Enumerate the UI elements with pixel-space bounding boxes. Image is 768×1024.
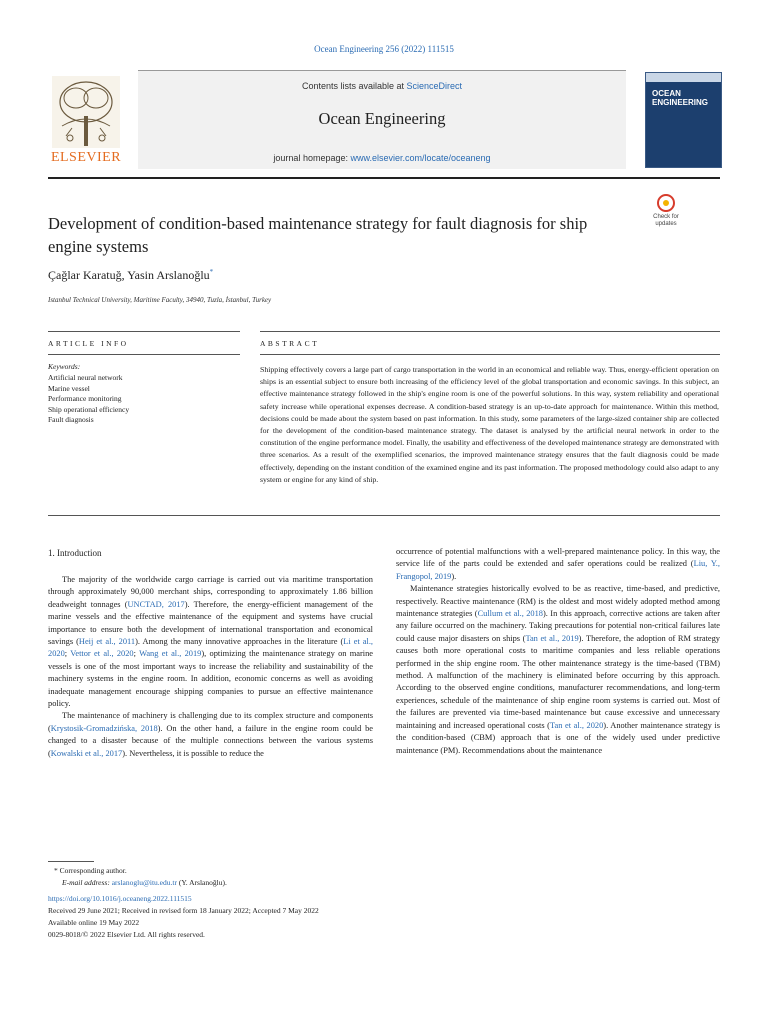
check-for-updates-icon (657, 194, 675, 212)
abstract-rule (260, 331, 720, 332)
copyright-line: 0029-8018/© 2022 Elsevier Ltd. All rights reserved. (48, 930, 205, 939)
body-text: ). Among the many innovative approaches in the literature ( (135, 637, 344, 647)
introduction-heading: 1. Introduction (48, 548, 102, 558)
author-affiliation: Istanbul Technical University, Maritime Faculty, 34940, Tuzla, İstanbul, Turkey (48, 296, 272, 304)
contents-line (138, 81, 626, 91)
body-text: ). Therefore, the adoption of RM strategy causes both more operational costs to maritime companies and less reliable operations performed in the ship engine room. The other maintenance strategy is the time-based (TBM) method. A malfunction of the machinery is eliminated before occurring by this approach. According to the observed engine conditions, manufacturer recommendations, and long-term experiences, schedule of the maintenance of ship engine room systems is carried out. Most of the failures are prevented via time-based maintenance but cause excessive and unnecessary maintaining and increased operational costs ( (396, 633, 720, 730)
email-suffix: (Y. Arslanoğlu). (176, 878, 227, 887)
abstract-subrule (260, 354, 720, 355)
homepage-prefix: journal homepage: (273, 153, 351, 163)
article-info-heading: ARTICLE INFO (48, 339, 129, 348)
homepage-link[interactable]: www.elsevier.com/locate/oceaneng (350, 153, 491, 163)
body-text: ). Another maintenance strategy is the condition-based (CBM) approach that is one of the widely used under predictive maintenance (PM). Recommendations about the maintenance (396, 720, 720, 755)
email-note (48, 877, 720, 889)
publisher-name: ELSEVIER (50, 150, 122, 165)
citation-link[interactable]: Heij et al., 2011 (78, 637, 136, 647)
citation-link[interactable]: Cullum et al., 2018 (477, 609, 543, 619)
citation-link[interactable]: Liu, Y., Frangopol, 2019 (396, 559, 720, 581)
doi-link[interactable]: https://doi.org/10.1016/j.oceaneng.2022.111515 (48, 894, 192, 903)
citation-link[interactable]: Vettor et al., 2020 (70, 649, 134, 659)
body-text: ), optimizing the maintenance strategy on marine vessels is one of the most important ways to increase the reliability and sustainability of the machinery systems in the engine room. In addition, economic concerns as well as avoiding inadequate management encourage shipping companies to pursue an effective maintenance policy. (48, 649, 373, 709)
paper-title: Development of condition-based maintenance strategy for fault diagnosis for ship engine systems (48, 214, 588, 256)
article-info-subrule (48, 354, 240, 355)
contents-prefix: Contents lists available at (301, 81, 407, 91)
cover-title-line-2: ENGINEERING (652, 98, 709, 107)
keywords-list (48, 373, 129, 426)
body-text: ). Nevertheless, it is possible to reduce the (122, 748, 264, 758)
keyword-item: Marine vessel (48, 383, 90, 393)
sciencedirect-link[interactable]: ScienceDirect (406, 81, 463, 91)
citation-link[interactable]: UNCTAD, 2017 (127, 599, 185, 609)
keyword-item: Performance monitoring (48, 394, 122, 403)
cover-title-line-1: OCEAN (652, 89, 681, 98)
body-paragraph (48, 710, 373, 760)
body-column-left (48, 574, 373, 760)
article-info-rule (48, 331, 240, 332)
author-list (48, 268, 213, 283)
citation-link[interactable]: Tan et al., 2019 (525, 633, 579, 643)
body-column-right (396, 546, 720, 757)
keywords-label: Keywords: (48, 362, 81, 371)
email-link[interactable]: arslanoglu@itu.edu.tr (111, 878, 177, 887)
abstract-text: Shipping effectively covers a large part of cargo transportation in the world in an economical and reliable way. Thus, energy-efficient operation on ships is an essential subject to ensure both increasing of the efficiency level of the global transportation and economic savings. In this subject, an effective maintenance strategy followed in the ship's engine room is one of the powerful solutions. In this way, system reliability and operational safety increase while operational expenses decrease. A condition-based strategy is an up-to-date approach for maintenance. Within this method, decisions could be made about the system based on past information. In this study, some parameters of the large-sized container ship are collected for the development of the condition-based maintenance strategy. The dataset is analysed by the artificial neural network in order to the constitution of the engine performance model. Finally, the usability and effectiveness of the developed maintenance strategy are demonstrated with three scenarios. As a result of the exemplified scenarios, the improved maintenance strategy ensures that the fault diagnosis could be made effectively, depending on the instant condition of the examined engine and its past information. The proposed methodology could also adapt to any system or engine for any kind of ship. (260, 365, 719, 484)
body-text: occurrence of potential malfunctions with a well-prepared maintenance policy. In this way, the service life of the parts could be extended and safer operations could be realized ( (396, 547, 720, 569)
elsevier-logo[interactable] (46, 76, 126, 166)
corresponding-author-note: * Corresponding author. (54, 866, 127, 875)
author-names: Çağlar Karatuğ, Yasin Arslanoğlu (48, 268, 210, 282)
journal-header (138, 70, 626, 169)
abstract-bottom-rule (48, 515, 720, 516)
body-text: ). On the other hand, a failure in the engine room could be changed to a disaster because of the multiple connections between the various systems ( (48, 723, 373, 758)
body-paragraph (396, 583, 720, 757)
homepage-line (138, 153, 626, 163)
body-paragraph (396, 546, 720, 583)
header-divider (48, 177, 720, 179)
body-text: ; (133, 649, 140, 659)
journal-title: Ocean Engineering (318, 109, 446, 128)
keyword-item: Ship operational efficiency (48, 404, 130, 414)
body-paragraph (48, 574, 373, 710)
abstract-heading: ABSTRACT (260, 339, 320, 348)
citation-link[interactable]: Kowalski et al., 2017 (50, 748, 123, 758)
citation-link[interactable]: Tan et al., 2020 (549, 720, 604, 730)
body-text: Maintenance strategies historically evolved to be as reactive, time-based, and predictive, respectively. Reactive maintenance (RM) is the oldest and most widely adopted method among maintenance strategies ( (396, 584, 720, 619)
doi-line (48, 893, 720, 905)
body-text: ). (451, 571, 457, 581)
cover-title (652, 89, 708, 107)
footnote-divider (48, 861, 94, 862)
received-dates: Received 29 June 2021; Received in revised form 18 January 2022; Accepted 7 May 2022 (48, 906, 319, 915)
citation-link[interactable]: Li et al., 2020 (48, 637, 374, 659)
body-text: The majority of the worldwide cargo carriage is carried out via maritime transportation through approximately 90,000 merchant ships, corresponding to approximately 1.86 billion deadweight tonnages ( (48, 575, 373, 609)
available-online: Available online 19 May 2022 (48, 918, 140, 927)
check-for-updates-label: Check for updates (653, 214, 679, 227)
footnotes (48, 865, 720, 941)
corresponding-author-mark[interactable]: * (209, 268, 214, 276)
check-for-updates-button[interactable] (646, 194, 686, 236)
keyword-item: Artificial neural network (48, 373, 123, 382)
keyword-item: Fault diagnosis (48, 415, 94, 424)
body-text: ). Therefore, the energy-efficient management of the marine vessels and the effective maintenance of the equipment and systems have crucial importance to ensure both the development of international transportation and economical savings ( (48, 599, 373, 647)
journal-cover-icon[interactable] (645, 72, 722, 168)
body-text: The maintenance of machinery is challenging due to its complex structure and components ( (48, 711, 373, 733)
email-label: E-mail address: (62, 878, 112, 887)
body-text: ). In this approach, corrective actions are taken after any failure occurred on the machinery. Taking precautions for potential non-critical failures late could cause major disasters on ships ( (396, 609, 721, 643)
elsevier-tree-logo-icon (52, 76, 120, 148)
cover-stripe (646, 73, 721, 82)
body-text: ; (64, 649, 71, 659)
citation-link[interactable]: Wang et al., 2019 (139, 649, 202, 659)
journal-reference[interactable]: Ocean Engineering 256 (2022) 111515 (314, 44, 454, 54)
citation-link[interactable]: Krystosik-Gromadzińska, 2018 (50, 723, 158, 733)
